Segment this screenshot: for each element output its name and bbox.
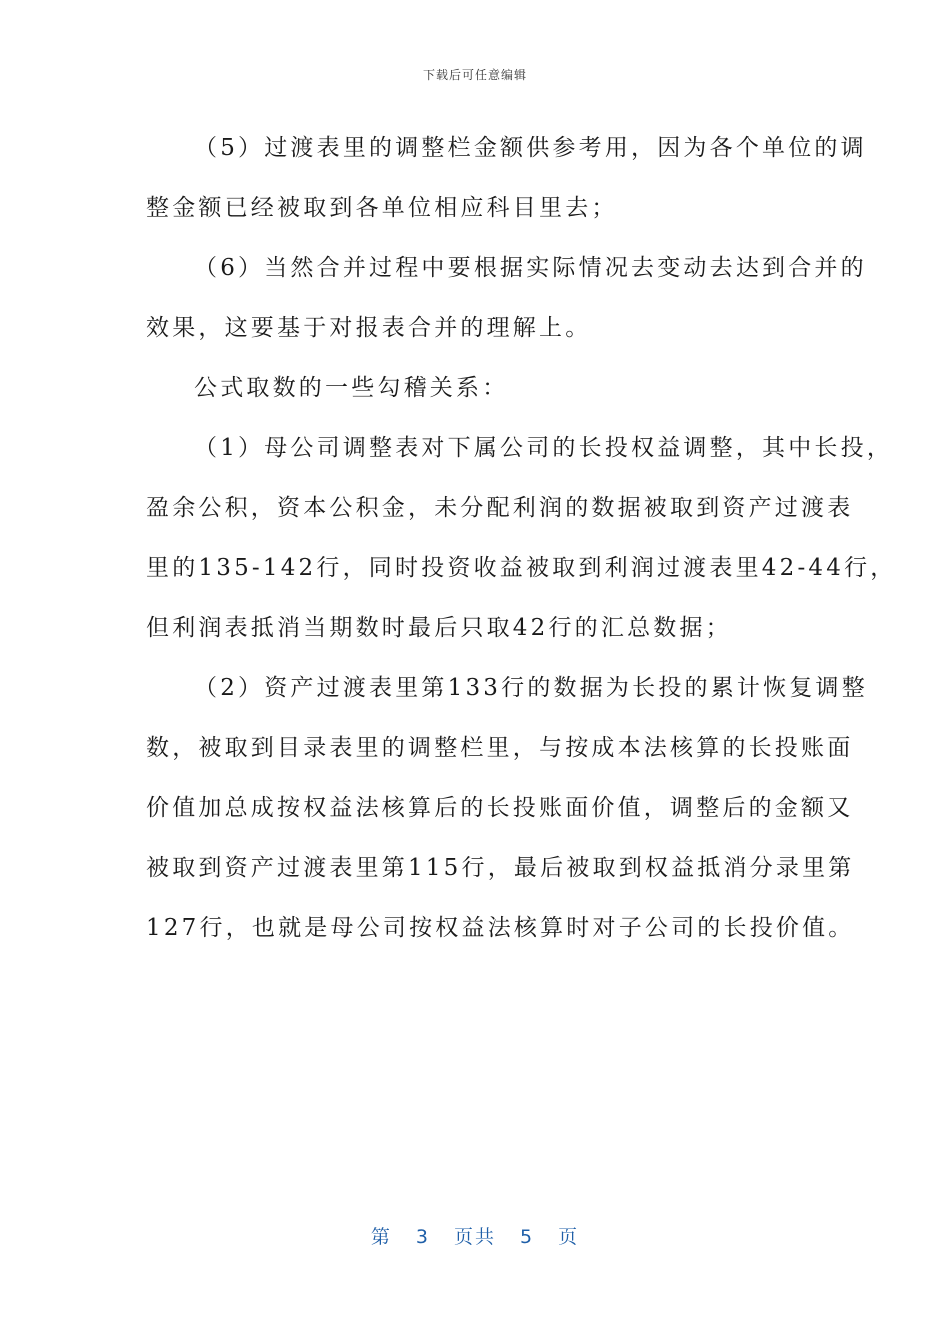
paragraph-line: 整金额已经被取到各单位相应科目里去；	[146, 195, 618, 221]
paragraph-line: 里的135-142行，同时投资收益被取到利润过渡表里42-44行，	[146, 555, 897, 581]
paragraph-line: 公式取数的一些勾稽关系：	[194, 375, 509, 401]
footer-current-page: 3	[415, 1226, 430, 1248]
footer-suffix: 页	[558, 1226, 580, 1248]
paragraph-line: 效果，这要基于对报表合并的理解上。	[146, 315, 592, 341]
paragraph-line: 127行，也就是母公司按权益法核算时对子公司的长投价值。	[146, 915, 855, 941]
footer-total-pages: 5	[520, 1226, 535, 1248]
footer-middle: 页共	[453, 1226, 496, 1248]
paragraph-line: （5）过渡表里的调整栏金额供参考用，因为各个单位的调	[194, 135, 867, 161]
paragraph-line: 数，被取到目录表里的调整栏里，与按成本法核算的长投账面	[146, 735, 854, 761]
paragraph-line: 被取到资产过渡表里第115行，最后被取到权益抵消分录里第	[146, 855, 855, 881]
paragraph-line: 价值加总成按权益法核算后的长投账面价值，调整后的金额又	[146, 795, 854, 821]
paragraph-line: （6）当然合并过程中要根据实际情况去变动去达到合并的	[194, 255, 867, 281]
page-footer	[0, 1222, 950, 1249]
paragraph-line: 但利润表抵消当期数时最后只取42行的汇总数据；	[146, 615, 732, 641]
header-note: 下载后可任意编辑	[422, 68, 527, 82]
footer-prefix: 第	[370, 1226, 392, 1248]
body-text	[146, 118, 897, 958]
paragraph-line: （2）资产过渡表里第133行的数据为长投的累计恢复调整	[194, 675, 868, 701]
paragraph-line: 盈余公积，资本公积金，未分配利润的数据被取到资产过渡表	[146, 495, 854, 521]
paragraph-line: （1）母公司调整表对下属公司的长投权益调整，其中长投，	[194, 435, 894, 461]
